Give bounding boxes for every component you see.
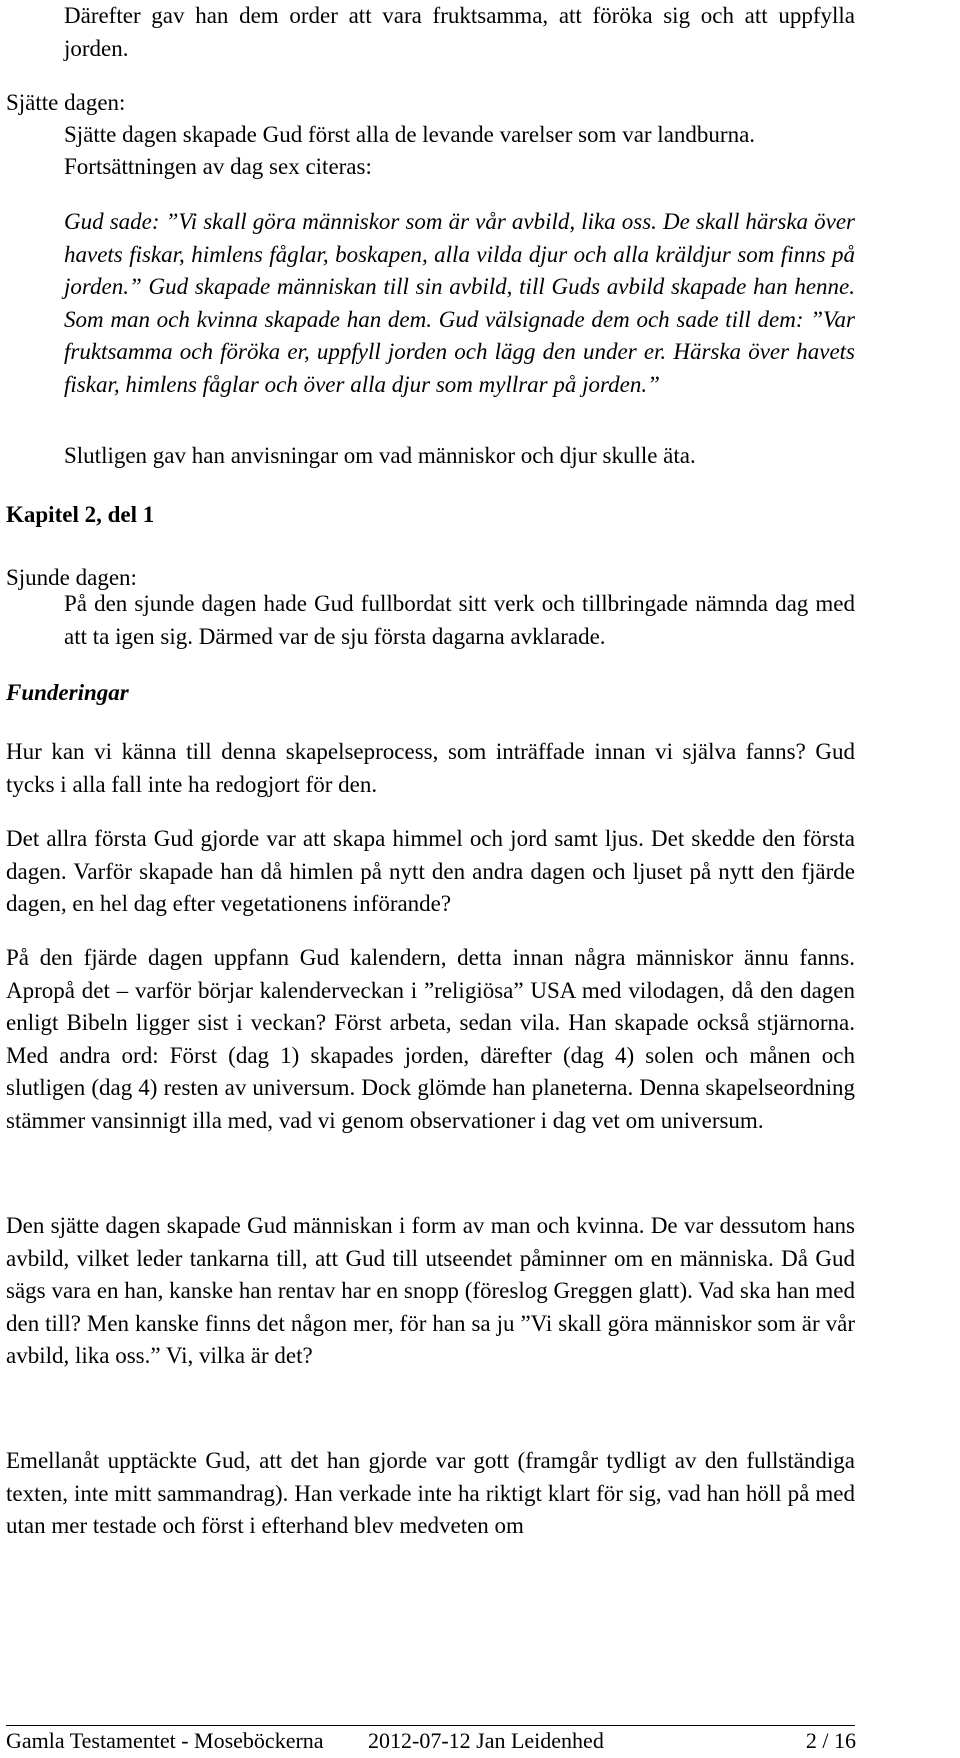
footer-page-number: 2 / 16 — [805, 1728, 856, 1753]
footer-date-author: 2012-07-12 Jan Leidenhed — [368, 1728, 604, 1753]
reflections-heading: Funderingar — [6, 680, 129, 705]
reflection-paragraph-2: Det allra första Gud gjorde var att skapa himmel och jord samt ljus. Det skedde den första dagen. Varför skapade han då himlen på nytt den andra dagen och ljuset på nytt den fjärde dagen, en hel dag efter vegetationens införande? — [6, 826, 855, 916]
reflection-paragraph-4: Den sjätte dagen skapade Gud människan i form av man och kvinna. De var dessutom hans avbild, vilket leder tankarna till, att Gud till utseendet påminner om en människa. Då Gud sägs vara en han, kanske han rentav har en snopp (föreslog Greggen glatt). Vad ska han med den till? Men kanske finns det någon mer, för han sa ju ”Vi skall göra människor som är vår avbild, lika oss.” Vi, vilka är det? — [6, 1213, 855, 1368]
genesis-quote: Gud sade: ”Vi skall göra människor som är vår avbild, lika oss. De skall härska över havets fiskar, himlens fåglar, boskapen, alla vilda djur och alla kräldjur som finns på jorden.” Gud skapade människan till sin avbild, till Guds avbild skapade han henne. Som man och kvinna skapade han dem. Gud välsignade dem och sade till dem: ”Var fruktsamma och föröka er, uppfyll jorden och lägg den under er. Härska över havets fiskar, himlens fåglar och över alla djur som myllrar på jorden.” — [64, 209, 855, 397]
reflection-paragraph-5: Emellanåt upptäckte Gud, att det han gjorde var gott (framgår tydligt av den fullständiga texten, inte mitt sammandrag). Han verkade inte ha riktigt klart för sig, vad han höll på med utan mer testade och först i efterhand blev medveten om — [6, 1448, 855, 1538]
sixth-day-label: Sjätte dagen: — [6, 90, 126, 115]
top-paragraph: Därefter gav han dem order att vara fruktsamma, att föröka sig och att uppfylla jorden. — [64, 3, 855, 61]
seventh-day-text: På den sjunde dagen hade Gud fullbordat sitt verk och tillbringade nämnda dag med att ta igen sig. Därmed var de sju första dagarna avklarade. — [64, 591, 855, 649]
chapter-heading: Kapitel 2, del 1 — [6, 502, 155, 527]
reflection-paragraph-3: På den fjärde dagen uppfann Gud kalendern, detta innan några människor ännu fanns. Apropå det – varför börjar kalenderveckan i ”religiösa” USA med vilodagen, då den dagen enligt Bibeln ligger sist i veckan? Först arbeta, sedan vila. Han skapade också stjärnorna. Med andra ord: Först (dag 1) skapades jorden, därefter (dag 4) solen och månen och slutligen (dag 4) resten av universum. Dock glömde han planeterna. Denna skapelseordning stämmer vansinnigt illa med, vad vi genom observationer i dag vet om universum. — [6, 945, 855, 1133]
seventh-day-label: Sjunde dagen: — [6, 565, 137, 590]
sixth-day-closing: Slutligen gav han anvisningar om vad människor och djur skulle äta. — [64, 443, 696, 468]
reflection-paragraph-1: Hur kan vi känna till denna skapelseprocess, som inträffade innan vi själva fanns? Gud tycks i alla fall inte ha redogjort för den. — [6, 739, 855, 797]
sixth-day-line-2: Fortsättningen av dag sex citeras: — [64, 154, 372, 179]
sixth-day-line-1: Sjätte dagen skapade Gud först alla de levande varelser som var landburna. — [64, 122, 756, 147]
footer-title: Gamla Testamentet - Moseböckerna — [6, 1728, 324, 1753]
